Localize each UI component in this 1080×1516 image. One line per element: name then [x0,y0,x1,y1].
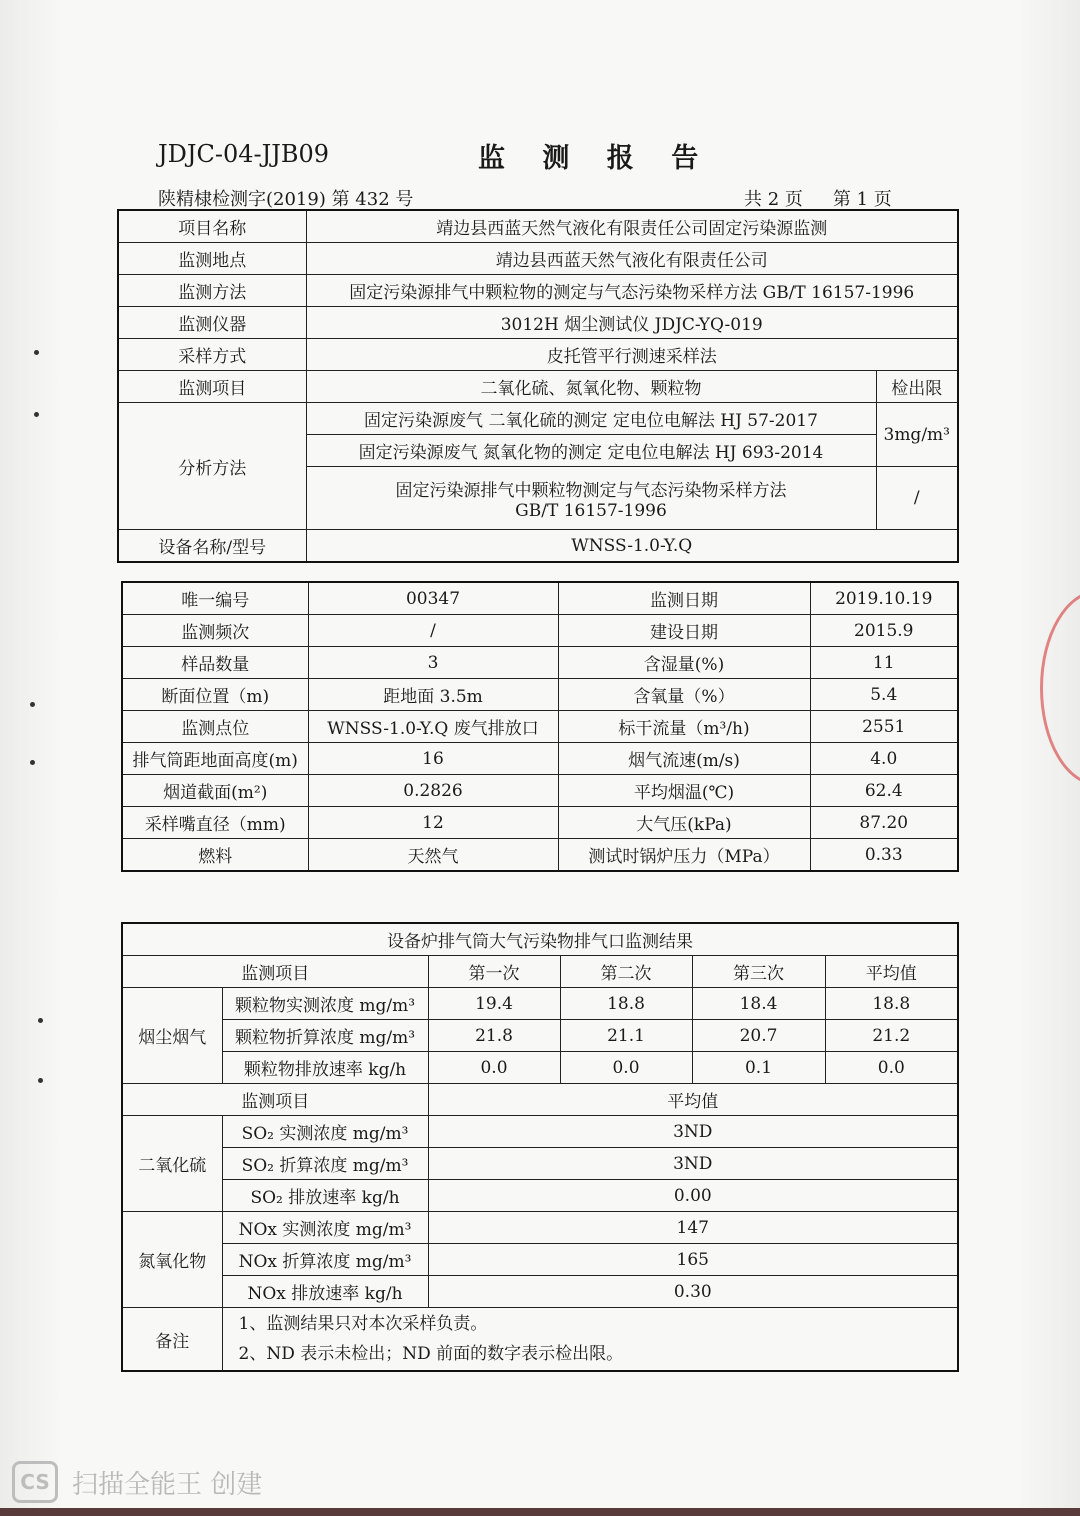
metric-name: SO₂ 排放速率 kg/h [222,1180,428,1212]
camscanner-logo-icon: CS [12,1461,58,1503]
value-cell: 165 [428,1244,958,1276]
table-row [122,1180,958,1212]
value-cell: 21.2 [825,1020,958,1052]
metric-name: NOx 折算浓度 mg/m³ [222,1244,428,1276]
scan-speck [30,702,35,707]
param-value: 5.4 [810,679,958,711]
param-label: 唯一编号 [122,582,308,615]
group-label-nox: 氮氧化物 [122,1212,222,1308]
param-label: 样品数量 [122,647,308,679]
header-run-3: 第三次 [692,956,825,988]
table-row [122,1052,958,1084]
param-label: 监测日期 [558,582,810,615]
param-label: 大气压(kPa) [558,807,810,839]
results-table [121,922,959,1372]
cell-label: 监测仪器 [118,307,306,339]
cell-label: 采样方式 [118,339,306,371]
detection-limit-particulate: / [876,467,958,530]
table-row [122,582,958,615]
value-cell: 0.00 [428,1180,958,1212]
metric-name: NOx 实测浓度 mg/m³ [222,1212,428,1244]
table-row [122,711,958,743]
project-name: 靖边县西蓝天然气液化有限责任公司固定污染源监测 [306,210,958,243]
cell-label: 分析方法 [118,403,306,530]
param-value: 62.4 [810,775,958,807]
value-cell: 0.1 [692,1052,825,1084]
table-row [118,275,958,307]
metric-name: 颗粒物实测浓度 mg/m³ [222,988,428,1020]
param-value: 3 [308,647,558,679]
table-row [122,743,958,775]
document-title: 监 测 报 告 [478,143,713,174]
metric-name: SO₂ 折算浓度 mg/m³ [222,1148,428,1180]
param-label: 燃料 [122,839,308,872]
group-label-dust: 烟尘烟气 [122,988,222,1084]
metric-name: SO₂ 实测浓度 mg/m³ [222,1116,428,1148]
group-label-so2: 二氧化硫 [122,1116,222,1212]
monitoring-method: 固定污染源排气中颗粒物的测定与气态污染物采样方法 GB/T 16157-1996 [306,275,958,307]
scan-speck [38,1078,43,1083]
metric-name: NOx 排放速率 kg/h [222,1276,428,1308]
scanner-watermark [12,1460,262,1504]
info-table [117,209,959,563]
table-row [122,775,958,807]
param-value: 天然气 [308,839,558,872]
table-row [118,307,958,339]
value-cell: 0.0 [825,1052,958,1084]
param-label: 烟气流速(m/s) [558,743,810,775]
scan-speck [38,1018,43,1023]
table-row [118,339,958,371]
table-row [118,243,958,275]
value-cell: 0.0 [428,1052,560,1084]
param-value: 0.33 [810,839,958,872]
scan-speck [34,350,39,355]
analysis-method-line: GB/T 16157-1996 [515,500,667,521]
params-table [121,581,959,872]
header-average: 平均值 [428,1084,958,1116]
table-row [122,1020,958,1052]
value-cell: 21.1 [560,1020,692,1052]
report-number: 陕精棣检测字(2019) 第 432 号 [158,189,414,210]
header-average: 平均值 [825,956,958,988]
monitoring-site: 靖边县西蓝天然气液化有限责任公司 [306,243,958,275]
sampling-mode: 皮托管平行测速采样法 [306,339,958,371]
analysis-method-line: 固定污染源排气中颗粒物测定与气态污染物采样方法 [395,480,787,501]
param-label: 采样嘴直径（mm) [122,807,308,839]
value-cell: 18.8 [825,988,958,1020]
value-cell: 0.30 [428,1276,958,1308]
table-header-row [122,1084,958,1116]
table-row [122,647,958,679]
section-title: 设备炉排气筒大气污染物排气口监测结果 [122,923,958,956]
cell-label: 监测方法 [118,275,306,307]
param-value: 0.2826 [308,775,558,807]
param-label: 平均烟温(℃) [558,775,810,807]
value-cell: 18.4 [692,988,825,1020]
header-item: 监测项目 [122,1084,428,1116]
value-cell: 18.8 [560,988,692,1020]
analysis-method-particulate [306,467,876,530]
device-model: WNSS-1.0-Y.Q [306,530,958,563]
remark-label: 备注 [122,1308,222,1372]
table-row [122,988,958,1020]
detection-limit-gas: 3mg/m³ [876,403,958,467]
value-cell: 0.0 [560,1052,692,1084]
value-cell: 147 [428,1212,958,1244]
page-current: 第 1 页 [832,189,892,210]
param-value: 87.20 [810,807,958,839]
cell-label: 设备名称/型号 [118,530,306,563]
metric-name: 颗粒物折算浓度 mg/m³ [222,1020,428,1052]
param-value: 2019.10.19 [810,582,958,615]
param-label: 建设日期 [558,615,810,647]
value-cell: 20.7 [692,1020,825,1052]
table-row [122,1244,958,1276]
table-row [118,210,958,243]
bottom-edge [0,1508,1080,1516]
param-value: 4.0 [810,743,958,775]
metric-name: 颗粒物排放速率 kg/h [222,1052,428,1084]
cell-label: 监测项目 [118,371,306,403]
scan-speck [30,760,35,765]
param-label: 排气筒距地面高度(m) [122,743,308,775]
param-value: / [308,615,558,647]
header-run-1: 第一次 [428,956,560,988]
remark-line: 2、ND 表示未检出；ND 前面的数字表示检出限。 [238,1344,624,1364]
param-value: 16 [308,743,558,775]
table-row [122,1276,958,1308]
scan-speck [34,412,39,417]
param-label: 监测点位 [122,711,308,743]
monitoring-instrument: 3012H 烟尘测试仪 JDJC-YQ-019 [306,307,958,339]
table-row [118,530,958,563]
param-value: 距地面 3.5m [308,679,558,711]
remark-line: 1、监测结果只对本次采样负责。 [238,1314,488,1334]
param-value: 2551 [810,711,958,743]
param-value: 2015.9 [810,615,958,647]
table-row [122,839,958,872]
value-cell: 3ND [428,1116,958,1148]
table-row [122,1148,958,1180]
param-label: 烟道截面(m²) [122,775,308,807]
cell-label: 监测地点 [118,243,306,275]
value-cell: 3ND [428,1148,958,1180]
table-header-row [122,956,958,988]
watermark-text: 扫描全能王 创建 [72,1469,263,1500]
table-row [122,923,958,956]
analysis-method-nox: 固定污染源废气 氮氧化物的测定 定电位电解法 HJ 693-2014 [306,435,876,467]
table-row [118,371,958,403]
cell-label: 检出限 [876,371,958,403]
table-row [118,403,958,435]
monitoring-items: 二氧化硫、氮氧化物、颗粒物 [306,371,876,403]
table-row [122,1116,958,1148]
param-label: 测试时锅炉压力（MPa） [558,839,810,872]
param-value: 11 [810,647,958,679]
param-label: 标干流量（m³/h) [558,711,810,743]
param-value: 12 [308,807,558,839]
table-row [122,1212,958,1244]
param-label: 含氧量（%） [558,679,810,711]
table-row [122,615,958,647]
param-label: 断面位置（m) [122,679,308,711]
analysis-method-so2: 固定污染源废气 二氧化硫的测定 定电位电解法 HJ 57-2017 [306,403,876,435]
param-label: 监测频次 [122,615,308,647]
table-row [122,679,958,711]
param-label: 含湿量(%) [558,647,810,679]
table-row [122,807,958,839]
value-cell: 21.8 [428,1020,560,1052]
remark-content [222,1308,958,1372]
pages-total: 共 2 页 [744,189,803,210]
table-row [122,1308,958,1372]
page-indicator [744,185,922,211]
param-value: 00347 [308,582,558,615]
param-value: WNSS-1.0-Y.Q 废气排放口 [308,711,558,743]
header-run-2: 第二次 [560,956,692,988]
document-code: JDJC-04-JJB09 [158,140,330,168]
value-cell: 19.4 [428,988,560,1020]
cell-label: 项目名称 [118,210,306,243]
header-item: 监测项目 [122,956,428,988]
